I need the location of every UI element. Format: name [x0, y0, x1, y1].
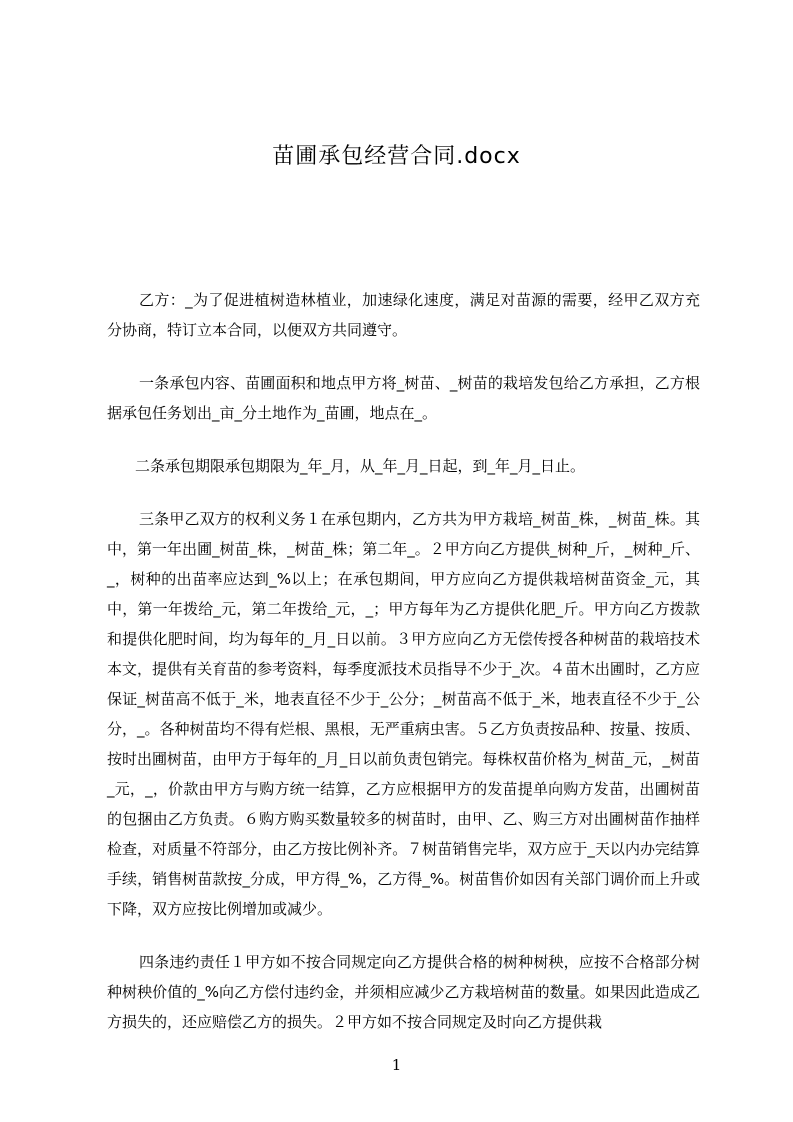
paragraph-article-4: 四条违约责任１甲方如不按合同规定向乙方提供合格的树种树秧，应按不合格部分树种树秧价值的_%向乙方偿付违约金，并须相应减少乙方栽培树苗的数量。如果因此造成乙方损失的，还应赔偿乙方的损失。２甲方如不按合同规定及时向乙方提供栽	[107, 953, 700, 1031]
paragraph-article-3: 三条甲乙双方的权利义务１在承包期内，乙方共为甲方栽培_树苗_株，_树苗_株。其中，第一年出圃_树苗_株，_树苗_株；第二年_。２甲方向乙方提供_树种_斤，_树种_斤、_，树种的出苗率应达到_%以上；在承包期间，甲方应向乙方提供栽培树苗资金_元，其中，第一年拨给_元，第二年拨给_元，_；甲方每年为乙方提供化肥_斤。甲方向乙方拨款和提供化肥时间，均为每年的_月_日以前。３甲方应向乙方无偿传授各种树苗的栽培技术本文，提供有关育苗的参考资料，每季度派技术员指导不少于_次。４苗木出圃时，乙方应保证_树苗高不低于_米，地表直径不少于_公分；_树苗高不低于_米，地表直径不少于_公分，_。各种树苗均不得有烂根、黑根，无严重病虫害。５乙方负责按品种、按量、按质、按时出圃树苗，由甲方于每年的_月_日以前负责包销完。每株权苗价格为_树苗_元，_树苗_元，_，价款由甲方与购方统一结算，乙方应根据甲方的发苗提单向购方发苗，出圃树苗的包捆由乙方负责。６购方购买数量较多的树苗时，由甲、乙、购三方对出圃树苗作抽样检查，对质量不符部分，由乙方按比例补齐。７树苗销售完毕，双方应于_天以内办完结算手续，销售树苗款按_分成，甲方得_%，乙方得_%。树苗售价如因有关部门调价而上升或下降，双方应按比例增加或减少。	[107, 510, 700, 918]
paragraph-article-2: 二条承包期限承包期限为_年_月，从_年_月_日起，到_年_月_日止。	[135, 457, 586, 475]
document-body	[107, 285, 700, 1060]
document-title: 苗圃承包经营合同.docx	[272, 144, 521, 169]
page-number: 1	[391, 1056, 402, 1074]
paragraph-preamble: 乙方：_为了促进植树造林植业，加速绿化速度，满足对苗源的需要，经甲乙双方充分协商，特订立本合同，以便双方共同遵守。	[107, 291, 700, 339]
paragraph-article-1: 一条承包内容、苗圃面积和地点甲方将_树苗、_树苗的栽培发包给乙方承担，乙方根据承包任务划出_亩_分土地作为_苗圃，地点在_。	[107, 374, 700, 422]
